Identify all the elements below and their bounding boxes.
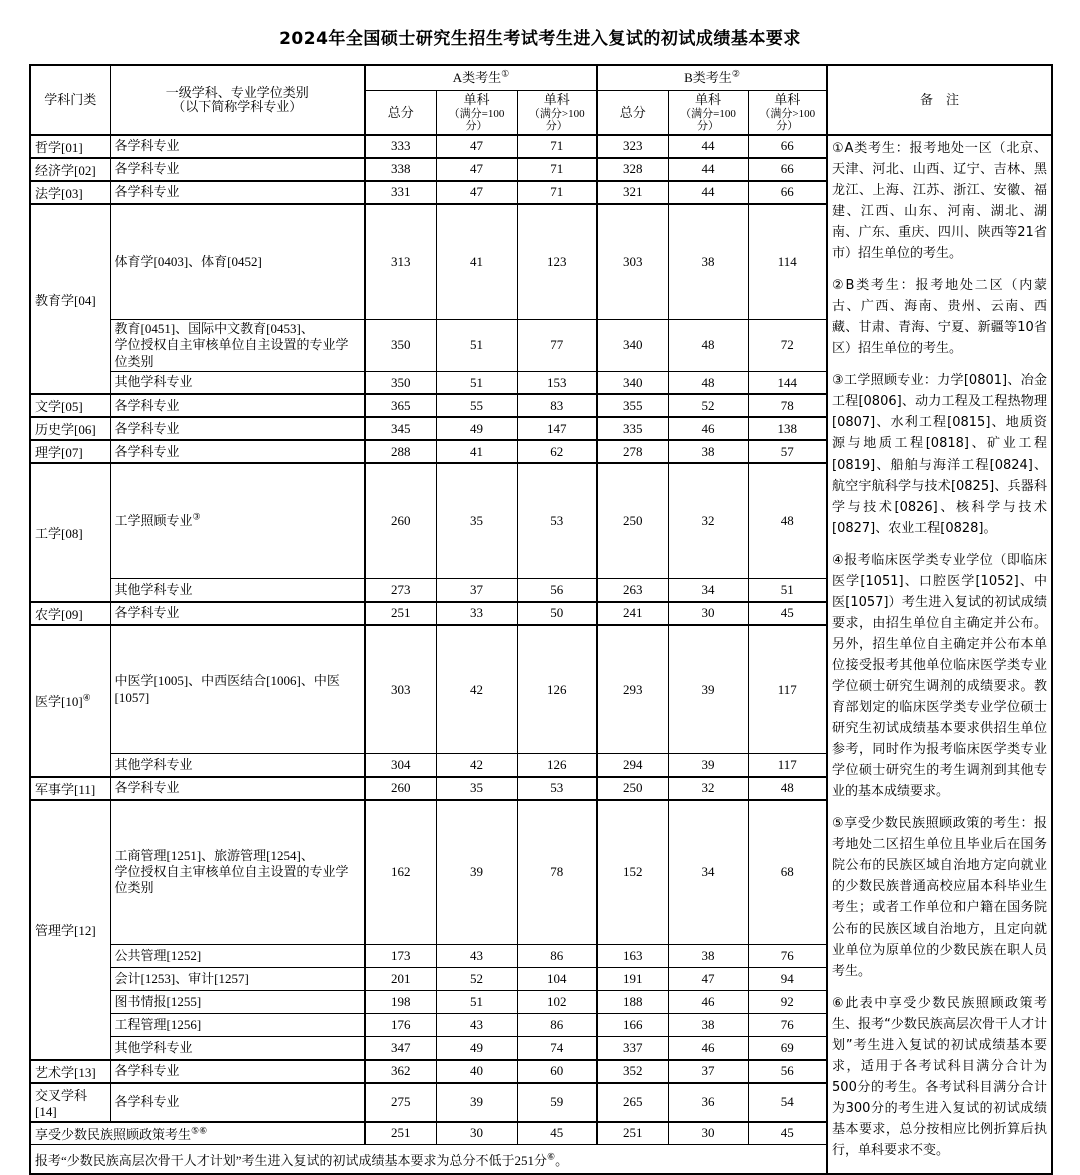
score-cell: 102 (517, 991, 597, 1014)
score-cell: 288 (365, 440, 436, 463)
score-cell: 45 (748, 602, 827, 625)
score-cell: 47 (436, 135, 517, 158)
score-cell: 52 (436, 968, 517, 991)
score-cell: 350 (365, 371, 436, 394)
score-cell: 191 (597, 968, 668, 991)
score-cell: 37 (668, 1060, 748, 1083)
minority-policy-row-label: 享受少数民族照顾政策考生⑤⑥ (30, 1122, 365, 1145)
score-cell: 34 (668, 800, 748, 945)
score-cell: 152 (597, 800, 668, 945)
header-discipline (110, 65, 365, 135)
header-group-b: B类考生② (597, 65, 827, 91)
score-cell: 53 (517, 463, 597, 579)
score-cell: 69 (748, 1037, 827, 1060)
score-cell: 46 (668, 991, 748, 1014)
score-cell: 30 (668, 1122, 748, 1145)
score-cell: 48 (668, 320, 748, 372)
category-cell: 历史学[06] (30, 417, 110, 440)
score-cell: 94 (748, 968, 827, 991)
score-cell: 337 (597, 1037, 668, 1060)
score-cell: 72 (748, 320, 827, 372)
score-cell: 201 (365, 968, 436, 991)
score-cell: 41 (436, 204, 517, 320)
page-title: 2024年全国硕士研究生招生考试考生进入复试的初试成绩基本要求 (279, 29, 801, 49)
remark-paragraph: ⑤享受少数民族照顾政策的考生：报考地处二区招生单位且毕业后在国务院公布的民族区域自治地方定向就业的少数民族普通高校应届本科毕业生考生；或者工作单位和户籍在国务院公布的民族区域自治地方，且定向就业单位为原单位的少数民族在职人员考生。 (832, 816, 1048, 979)
score-cell: 173 (365, 945, 436, 968)
category-cell: 教育学[04] (30, 204, 110, 394)
score-cell: 76 (748, 945, 827, 968)
score-cell: 66 (748, 181, 827, 204)
score-cell: 48 (668, 371, 748, 394)
category-cell: 哲学[01] (30, 135, 110, 158)
category-cell: 农学[09] (30, 602, 110, 625)
score-cell: 86 (517, 945, 597, 968)
score-cell: 30 (436, 1122, 517, 1145)
discipline-cell: 各学科专业 (110, 417, 365, 440)
discipline-cell: 体育学[0403]、体育[0452] (110, 204, 365, 320)
score-cell: 37 (436, 579, 517, 602)
header-remarks: 备 注 (827, 65, 1052, 135)
category-cell: 艺术学[13] (30, 1060, 110, 1083)
score-cell: 335 (597, 417, 668, 440)
remark-paragraph: ⑥此表中享受少数民族照顾政策考生、报考“少数民族高层次骨干人才计划”考生进入复试的初试成绩基本要求，适用于各考试科目满分合计为500分的考生。各考试科目满分合计为300分的考生进入复试的初试成绩基本要求，总分按相应比例折算后执行，单科要求不变。 (832, 995, 1048, 1158)
category-cell: 经济学[02] (30, 158, 110, 181)
header-discipline-line2: （以下简称学科专业） (172, 99, 303, 115)
score-cell: 49 (436, 1037, 517, 1060)
discipline-cell: 其他学科专业 (110, 1037, 365, 1060)
score-cell: 40 (436, 1060, 517, 1083)
score-cell: 56 (748, 1060, 827, 1083)
score-cell: 47 (668, 968, 748, 991)
score-cell: 273 (365, 579, 436, 602)
score-cell: 43 (436, 945, 517, 968)
score-cell: 362 (365, 1060, 436, 1083)
score-cell: 293 (597, 625, 668, 754)
score-cell: 52 (668, 394, 748, 417)
score-cell: 32 (668, 463, 748, 579)
score-cell: 365 (365, 394, 436, 417)
score-cell: 32 (668, 777, 748, 800)
score-cell: 51 (436, 320, 517, 372)
score-cell: 275 (365, 1083, 436, 1122)
remark-paragraph: ③工学照顾专业：力学[0801]、冶金工程[0806]、动力工程及工程热物理[0807]、水利工程[0815]、地质资源与地质工程[0818]、矿业工程[0819]、船舶与海洋工程[0824]、航空宇航科学与技术[0825]、兵器科学与技术[0826]、核科学与技术[0827]、农业工程[0828]。 (832, 373, 1048, 536)
score-cell: 33 (436, 602, 517, 625)
score-cell: 250 (597, 777, 668, 800)
header-a-total: 总分 (365, 91, 436, 135)
score-cell: 323 (597, 135, 668, 158)
score-cell: 41 (436, 440, 517, 463)
discipline-cell: 各学科专业 (110, 394, 365, 417)
score-cell: 38 (668, 204, 748, 320)
score-cell: 47 (436, 158, 517, 181)
score-cell: 71 (517, 158, 597, 181)
header-b-total: 总分 (597, 91, 668, 135)
header-a-single-eq: 单科 （满分=100分） (436, 91, 517, 135)
discipline-cell: 工商管理[1251]、旅游管理[1254]、 学位授权自主审核单位自主设置的专业学位类别 (110, 800, 365, 945)
remarks-cell (827, 135, 1052, 1174)
score-cell: 153 (517, 371, 597, 394)
score-cell: 123 (517, 204, 597, 320)
discipline-cell: 公共管理[1252] (110, 945, 365, 968)
score-cell: 59 (517, 1083, 597, 1122)
score-cell: 77 (517, 320, 597, 372)
score-cell: 104 (517, 968, 597, 991)
group-b-footnote-mark: ② (731, 68, 740, 79)
score-cell: 76 (748, 1014, 827, 1037)
score-cell: 166 (597, 1014, 668, 1037)
score-cell: 162 (365, 800, 436, 945)
discipline-cell: 其他学科专业 (110, 754, 365, 777)
category-cell: 法学[03] (30, 181, 110, 204)
score-cell: 321 (597, 181, 668, 204)
score-cell: 198 (365, 991, 436, 1014)
score-cell: 251 (597, 1122, 668, 1145)
score-cell: 147 (517, 417, 597, 440)
score-cell: 117 (748, 754, 827, 777)
score-cell: 36 (668, 1083, 748, 1122)
discipline-footnote-mark: ③ (192, 511, 201, 522)
score-cell: 66 (748, 158, 827, 181)
score-cell: 49 (436, 417, 517, 440)
score-cell: 45 (748, 1122, 827, 1145)
discipline-cell: 各学科专业 (110, 1083, 365, 1122)
score-cell: 48 (748, 463, 827, 579)
score-cell: 78 (748, 394, 827, 417)
score-cell: 338 (365, 158, 436, 181)
discipline-cell: 其他学科专业 (110, 579, 365, 602)
score-cell: 38 (668, 440, 748, 463)
header-group-a: A类考生① (365, 65, 597, 91)
score-cell: 126 (517, 754, 597, 777)
category-cell: 工学[08] (30, 463, 110, 602)
category-cell: 文学[05] (30, 394, 110, 417)
score-cell: 46 (668, 417, 748, 440)
score-cell: 126 (517, 625, 597, 754)
header-b-single-gt: 单科 （满分>100分） (748, 91, 827, 135)
score-cell: 50 (517, 602, 597, 625)
category-cell: 理学[07] (30, 440, 110, 463)
category-footnote-mark: ④ (82, 692, 91, 703)
score-cell: 331 (365, 181, 436, 204)
score-cell: 42 (436, 625, 517, 754)
score-cell: 250 (597, 463, 668, 579)
score-cell: 144 (748, 371, 827, 394)
discipline-cell: 各学科专业 (110, 602, 365, 625)
score-cell: 260 (365, 777, 436, 800)
header-discipline-line1: 一级学科、专业学位类别 (165, 84, 309, 100)
score-cell: 74 (517, 1037, 597, 1060)
category-cell: 交叉学科[14] (30, 1083, 110, 1122)
score-cell: 46 (668, 1037, 748, 1060)
score-cell: 86 (517, 1014, 597, 1037)
discipline-cell: 其他学科专业 (110, 371, 365, 394)
score-cell: 176 (365, 1014, 436, 1037)
score-cell: 39 (668, 754, 748, 777)
remark-paragraph: ④报考临床医学类专业学位（即临床医学[1051]、口腔医学[1052]、中医[1057]）考生进入复试的初试成绩要求，由招生单位自主确定并公布。另外，招生单位自主确定并公布本单位接受报考其他单位临床医学类专业学位硕士研究生调剂的成绩要求。教育部划定的临床医学类专业学位硕士研究生初试成绩基本要求供招生单位参考，同时作为报考临床医学类专业学位硕士研究生的考生调剂到其他专业的基本成绩要求。 (832, 552, 1048, 800)
score-cell: 53 (517, 777, 597, 800)
score-cell: 51 (748, 579, 827, 602)
score-cell: 340 (597, 320, 668, 372)
header-a-single-gt: 单科 （满分>100分） (517, 91, 597, 135)
discipline-cell: 各学科专业 (110, 181, 365, 204)
remark-paragraph: ②B类考生：报考地处二区（内蒙古、广西、海南、贵州、云南、西藏、甘肃、青海、宁夏、新疆等10省区）招生单位的考生。 (832, 278, 1048, 357)
score-cell: 92 (748, 991, 827, 1014)
score-cell: 39 (436, 1083, 517, 1122)
score-cell: 57 (748, 440, 827, 463)
score-cell: 47 (436, 181, 517, 204)
score-cell: 188 (597, 991, 668, 1014)
discipline-cell: 各学科专业 (110, 440, 365, 463)
score-cell: 55 (436, 394, 517, 417)
score-cell: 251 (365, 602, 436, 625)
score-cell: 138 (748, 417, 827, 440)
score-cell: 263 (597, 579, 668, 602)
score-cell: 51 (436, 991, 517, 1014)
score-cell: 44 (668, 135, 748, 158)
footnote-mark: ⑥ (547, 1151, 556, 1162)
score-cell: 30 (668, 602, 748, 625)
discipline-cell: 各学科专业 (110, 1060, 365, 1083)
group-a-footnote-mark: ① (501, 68, 510, 79)
score-cell: 278 (597, 440, 668, 463)
score-cell: 78 (517, 800, 597, 945)
discipline-cell: 各学科专业 (110, 135, 365, 158)
discipline-cell: 工程管理[1256] (110, 1014, 365, 1037)
minority-footnote-mark: ⑤⑥ (191, 1125, 208, 1136)
score-cell: 345 (365, 417, 436, 440)
discipline-cell: 工学照顾专业③ (110, 463, 365, 579)
discipline-cell: 各学科专业 (110, 158, 365, 181)
score-cell: 56 (517, 579, 597, 602)
score-cell: 265 (597, 1083, 668, 1122)
remark-paragraph: ①A类考生：报考地处一区（北京、天津、河北、山西、辽宁、吉林、黑龙江、上海、江苏、浙江、安徽、福建、江西、山东、河南、湖北、湖南、广东、重庆、四川、陕西等21省市）招生单位的考生。 (832, 140, 1048, 262)
score-cell: 355 (597, 394, 668, 417)
category-cell: 管理学[12] (30, 800, 110, 1060)
score-cell: 35 (436, 777, 517, 800)
score-cell: 350 (365, 320, 436, 372)
score-cell: 241 (597, 602, 668, 625)
score-cell: 328 (597, 158, 668, 181)
score-cell: 38 (668, 945, 748, 968)
score-cell: 303 (597, 204, 668, 320)
score-cell: 39 (436, 800, 517, 945)
score-cell: 260 (365, 463, 436, 579)
score-cell: 304 (365, 754, 436, 777)
score-cell: 38 (668, 1014, 748, 1037)
score-cell: 340 (597, 371, 668, 394)
score-cell: 114 (748, 204, 827, 320)
category-cell: 军事学[11] (30, 777, 110, 800)
score-cell: 66 (748, 135, 827, 158)
score-cell: 163 (597, 945, 668, 968)
footnote-row: 报考“少数民族高层次骨干人才计划”考生进入复试的初试成绩基本要求为总分不低于251分⑥。 (30, 1145, 827, 1175)
score-cell: 44 (668, 181, 748, 204)
score-table (29, 64, 1053, 1175)
score-cell: 42 (436, 754, 517, 777)
score-cell: 62 (517, 440, 597, 463)
score-cell: 39 (668, 625, 748, 754)
discipline-cell: 图书情报[1255] (110, 991, 365, 1014)
score-cell: 294 (597, 754, 668, 777)
category-cell: 医学[10]④ (30, 625, 110, 777)
score-cell: 352 (597, 1060, 668, 1083)
score-cell: 333 (365, 135, 436, 158)
score-cell: 68 (748, 800, 827, 945)
score-cell: 34 (668, 579, 748, 602)
score-cell: 71 (517, 181, 597, 204)
score-cell: 51 (436, 371, 517, 394)
score-cell: 60 (517, 1060, 597, 1083)
score-cell: 35 (436, 463, 517, 579)
score-cell: 251 (365, 1122, 436, 1145)
discipline-cell: 教育[0451]、国际中文教育[0453]、 学位授权自主审核单位自主设置的专业学位类别 (110, 320, 365, 372)
score-cell: 83 (517, 394, 597, 417)
score-cell: 54 (748, 1083, 827, 1122)
score-cell: 313 (365, 204, 436, 320)
discipline-cell: 会计[1253]、审计[1257] (110, 968, 365, 991)
score-cell: 303 (365, 625, 436, 754)
score-cell: 71 (517, 135, 597, 158)
discipline-cell: 各学科专业 (110, 777, 365, 800)
score-cell: 48 (748, 777, 827, 800)
header-b-single-eq: 单科 （满分=100分） (668, 91, 748, 135)
discipline-cell: 中医学[1005]、中西医结合[1006]、中医[1057] (110, 625, 365, 754)
header-category: 学科门类 (30, 65, 110, 135)
score-cell: 347 (365, 1037, 436, 1060)
score-cell: 43 (436, 1014, 517, 1037)
score-cell: 44 (668, 158, 748, 181)
score-cell: 45 (517, 1122, 597, 1145)
score-cell: 117 (748, 625, 827, 754)
